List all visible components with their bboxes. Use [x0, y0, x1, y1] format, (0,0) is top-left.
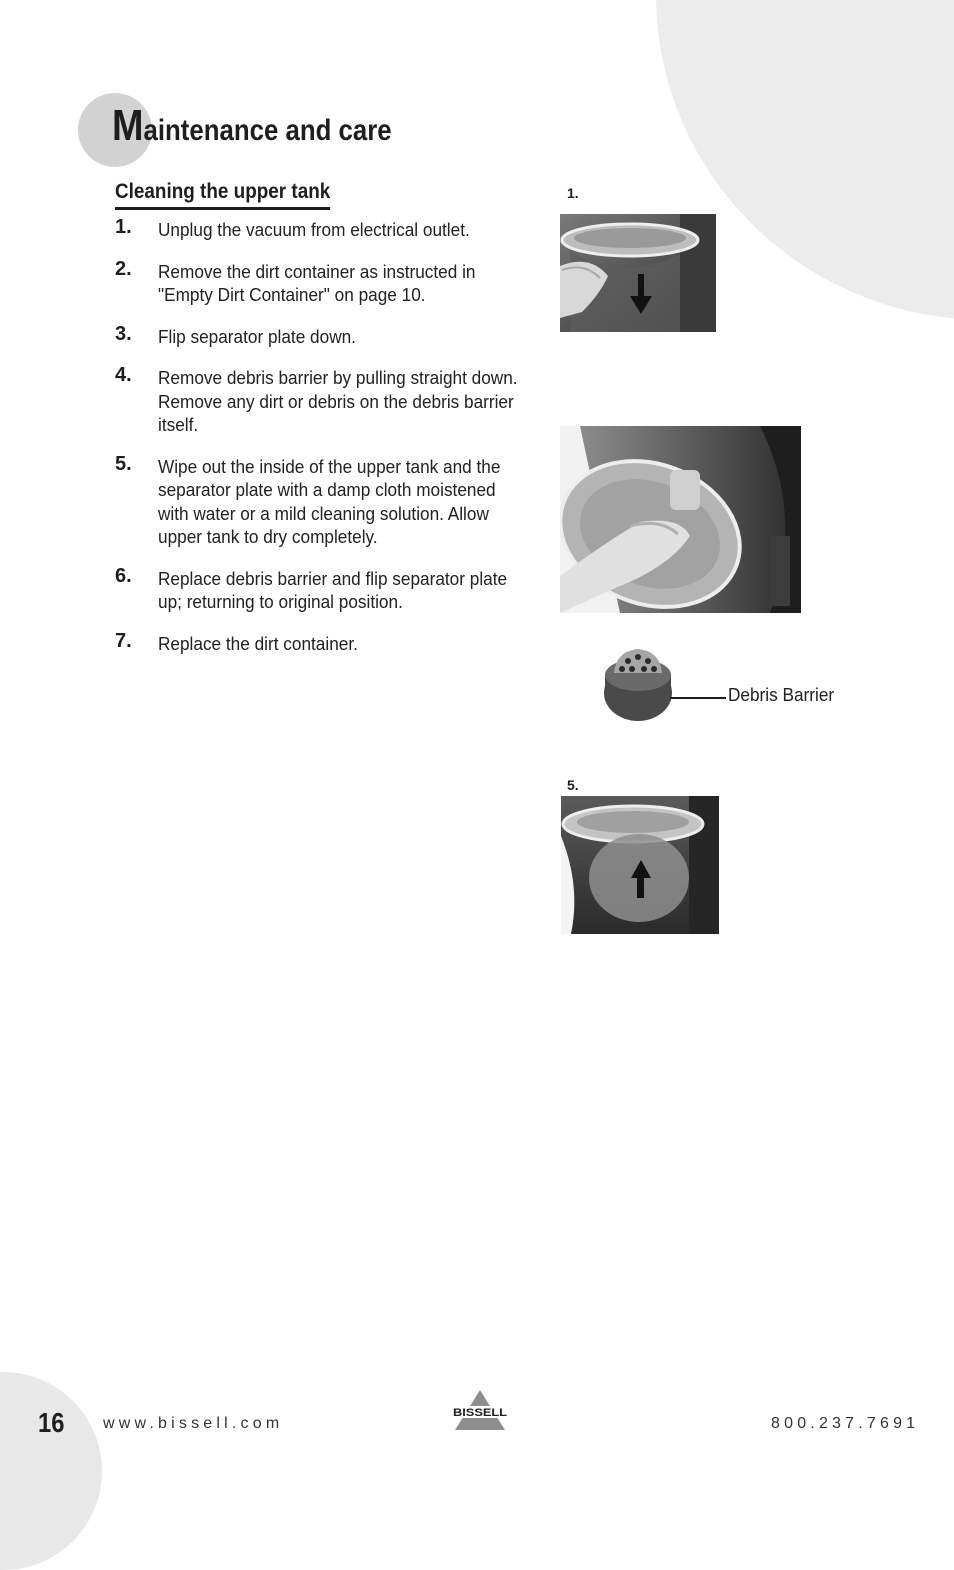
step-number: 3. — [115, 322, 132, 345]
step-7 — [115, 629, 525, 656]
step-number: 7. — [115, 629, 132, 652]
figure-1-label: 1. — [567, 185, 579, 201]
step-5 — [115, 452, 525, 549]
figure-5-label: 5. — [567, 777, 579, 793]
title-initial: M — [112, 101, 144, 150]
step-text: Remove debris barrier by pulling straight down. Remove any dirt or debris on the debris barrier itself. — [158, 367, 518, 435]
step-number: 6. — [115, 564, 132, 587]
page-title — [112, 101, 392, 151]
section-heading: Cleaning the upper tank — [115, 180, 330, 210]
title-rest: aintenance and care — [143, 114, 392, 147]
step-4 — [115, 366, 525, 437]
bissell-logo — [449, 1388, 511, 1432]
page-number-circle — [0, 1372, 102, 1570]
steps-list — [115, 218, 525, 655]
svg-text:BISSELL: BISSELL — [453, 1407, 508, 1419]
step-6 — [115, 564, 525, 614]
debris-barrier-label: Debris Barrier — [728, 684, 835, 705]
step-text: Flip separator plate down. — [158, 325, 356, 347]
step-text: Replace the dirt container. — [158, 632, 358, 654]
step-number: 4. — [115, 364, 132, 386]
figure-1-photo — [560, 214, 716, 332]
step-number: 2. — [115, 257, 132, 280]
figure-5-photo — [561, 796, 719, 934]
step-3 — [115, 322, 525, 349]
step-text: Replace debris barrier and flip separator plate up; returning to original position. — [158, 567, 508, 612]
step-1 — [115, 218, 525, 242]
page-number: 16 — [38, 1407, 65, 1438]
figure-3-photo — [560, 426, 801, 613]
step-number: 1. — [115, 216, 132, 238]
step-2 — [115, 257, 525, 307]
phone-number: 800.237.7691 — [771, 1415, 920, 1432]
website-url[interactable]: www.bissell.com — [103, 1415, 284, 1432]
step-text: Unplug the vacuum from electrical outlet. — [158, 219, 470, 240]
debris-barrier-leader-line — [670, 697, 726, 699]
step-text: Wipe out the inside of the upper tank and the separator plate with a damp cloth moistened with water or a mild cleaning solution. Allow upper tank to dry completely. — [158, 455, 501, 547]
step-number: 5. — [115, 452, 132, 475]
debris-barrier-photo — [602, 645, 674, 725]
step-text: Remove the dirt container as instructed in "Empty Dirt Container" on page 10. — [158, 260, 476, 305]
